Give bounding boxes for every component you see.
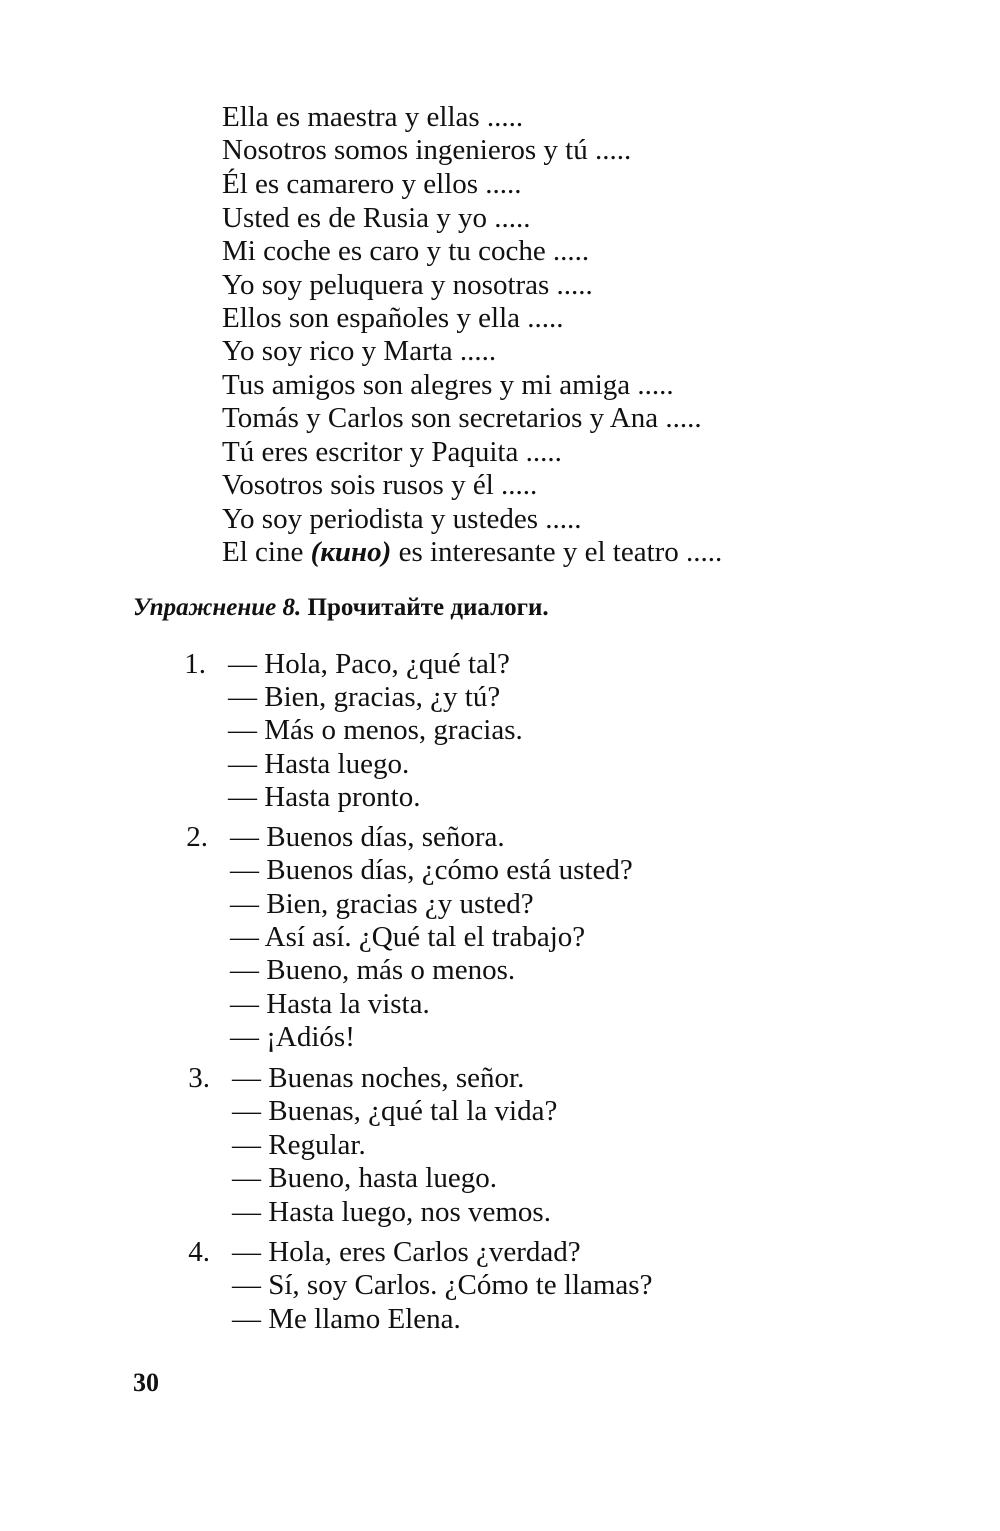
- item-text: Tomás y Carlos son secretarios y Ana .....: [222, 402, 702, 434]
- dialogue-line: — Así así. ¿Qué tal el trabajo?: [230, 921, 586, 953]
- dialogue-line: — Sí, soy Carlos. ¿Cómo te llamas?: [232, 1269, 653, 1301]
- dialogue-line: — Hasta luego.: [228, 748, 410, 780]
- item-text: Yo soy rico y Marta .....: [222, 335, 497, 367]
- item-text: Tú eres escritor y Paquita .....: [222, 436, 562, 468]
- item-text: [222, 535, 722, 569]
- dialogue-number: 3.: [188, 1062, 210, 1094]
- item-text-part: es interesante y el teatro .....: [391, 536, 723, 568]
- dialogue-line: — Me llamo Elena.: [232, 1303, 461, 1335]
- dialogue-line: — ¡Adiós!: [230, 1021, 355, 1053]
- item-text: Yo soy peluquera y nosotras .....: [222, 269, 593, 301]
- dialogue-line: — Bueno, hasta luego.: [232, 1162, 497, 1194]
- dialogue-number: 1.: [184, 648, 206, 680]
- dialogue-number: 4.: [188, 1236, 210, 1268]
- dialogue-line: — Hola, eres Carlos ¿verdad?: [232, 1236, 581, 1268]
- item-text-part: El cine: [222, 536, 311, 568]
- item-text: Tus amigos son alegres y mi amiga .....: [222, 369, 674, 401]
- item-text: Ellos son españoles y ella .....: [222, 302, 564, 334]
- dialogue-line: — Hasta la vista.: [230, 988, 430, 1020]
- dialogue-line: — Más o menos, gracias.: [228, 714, 523, 746]
- exercise-instruction: Прочитайте диалоги.: [307, 594, 549, 621]
- dialogue-line: — Buenos días, señora.: [230, 821, 505, 853]
- item-text: Mi coche es caro y tu coche .....: [222, 235, 590, 267]
- dialogue-line: — Bien, gracias, ¿y tú?: [228, 681, 501, 713]
- dialogue-line: — Buenos días, ¿cómo está usted?: [230, 854, 633, 886]
- dialogue-line: — Bueno, más o menos.: [230, 954, 516, 986]
- item-text: Usted es de Rusia y yo .....: [222, 202, 531, 234]
- exercise-8-heading: [133, 594, 549, 622]
- russian-gloss: (кино): [310, 536, 392, 568]
- item-text: Nosotros somos ingenieros y tú .....: [222, 134, 632, 166]
- exercise-label: Упражнение 8.: [133, 594, 302, 621]
- dialogue-number: 2.: [186, 821, 208, 853]
- item-text: Yo soy periodista y ustedes .....: [222, 503, 582, 535]
- item-text: Él es camarero y ellos .....: [222, 168, 522, 200]
- dialogue-line: — Hasta pronto.: [228, 781, 421, 813]
- item-text: Ella es maestra y ellas .....: [222, 101, 524, 133]
- page-number: 30: [133, 1368, 159, 1397]
- item-text: Vosotros sois rusos y él .....: [222, 469, 538, 501]
- dialogue-line: — Bien, gracias ¿y usted?: [230, 888, 534, 920]
- dialogue-line: — Hola, Paco, ¿qué tal?: [228, 648, 510, 680]
- dialogue-line: — Hasta luego, nos vemos.: [232, 1196, 551, 1228]
- dialogue-line: — Regular.: [232, 1129, 366, 1161]
- dialogue-line: — Buenas, ¿qué tal la vida?: [232, 1095, 558, 1127]
- dialogue-line: — Buenas noches, señor.: [232, 1062, 525, 1094]
